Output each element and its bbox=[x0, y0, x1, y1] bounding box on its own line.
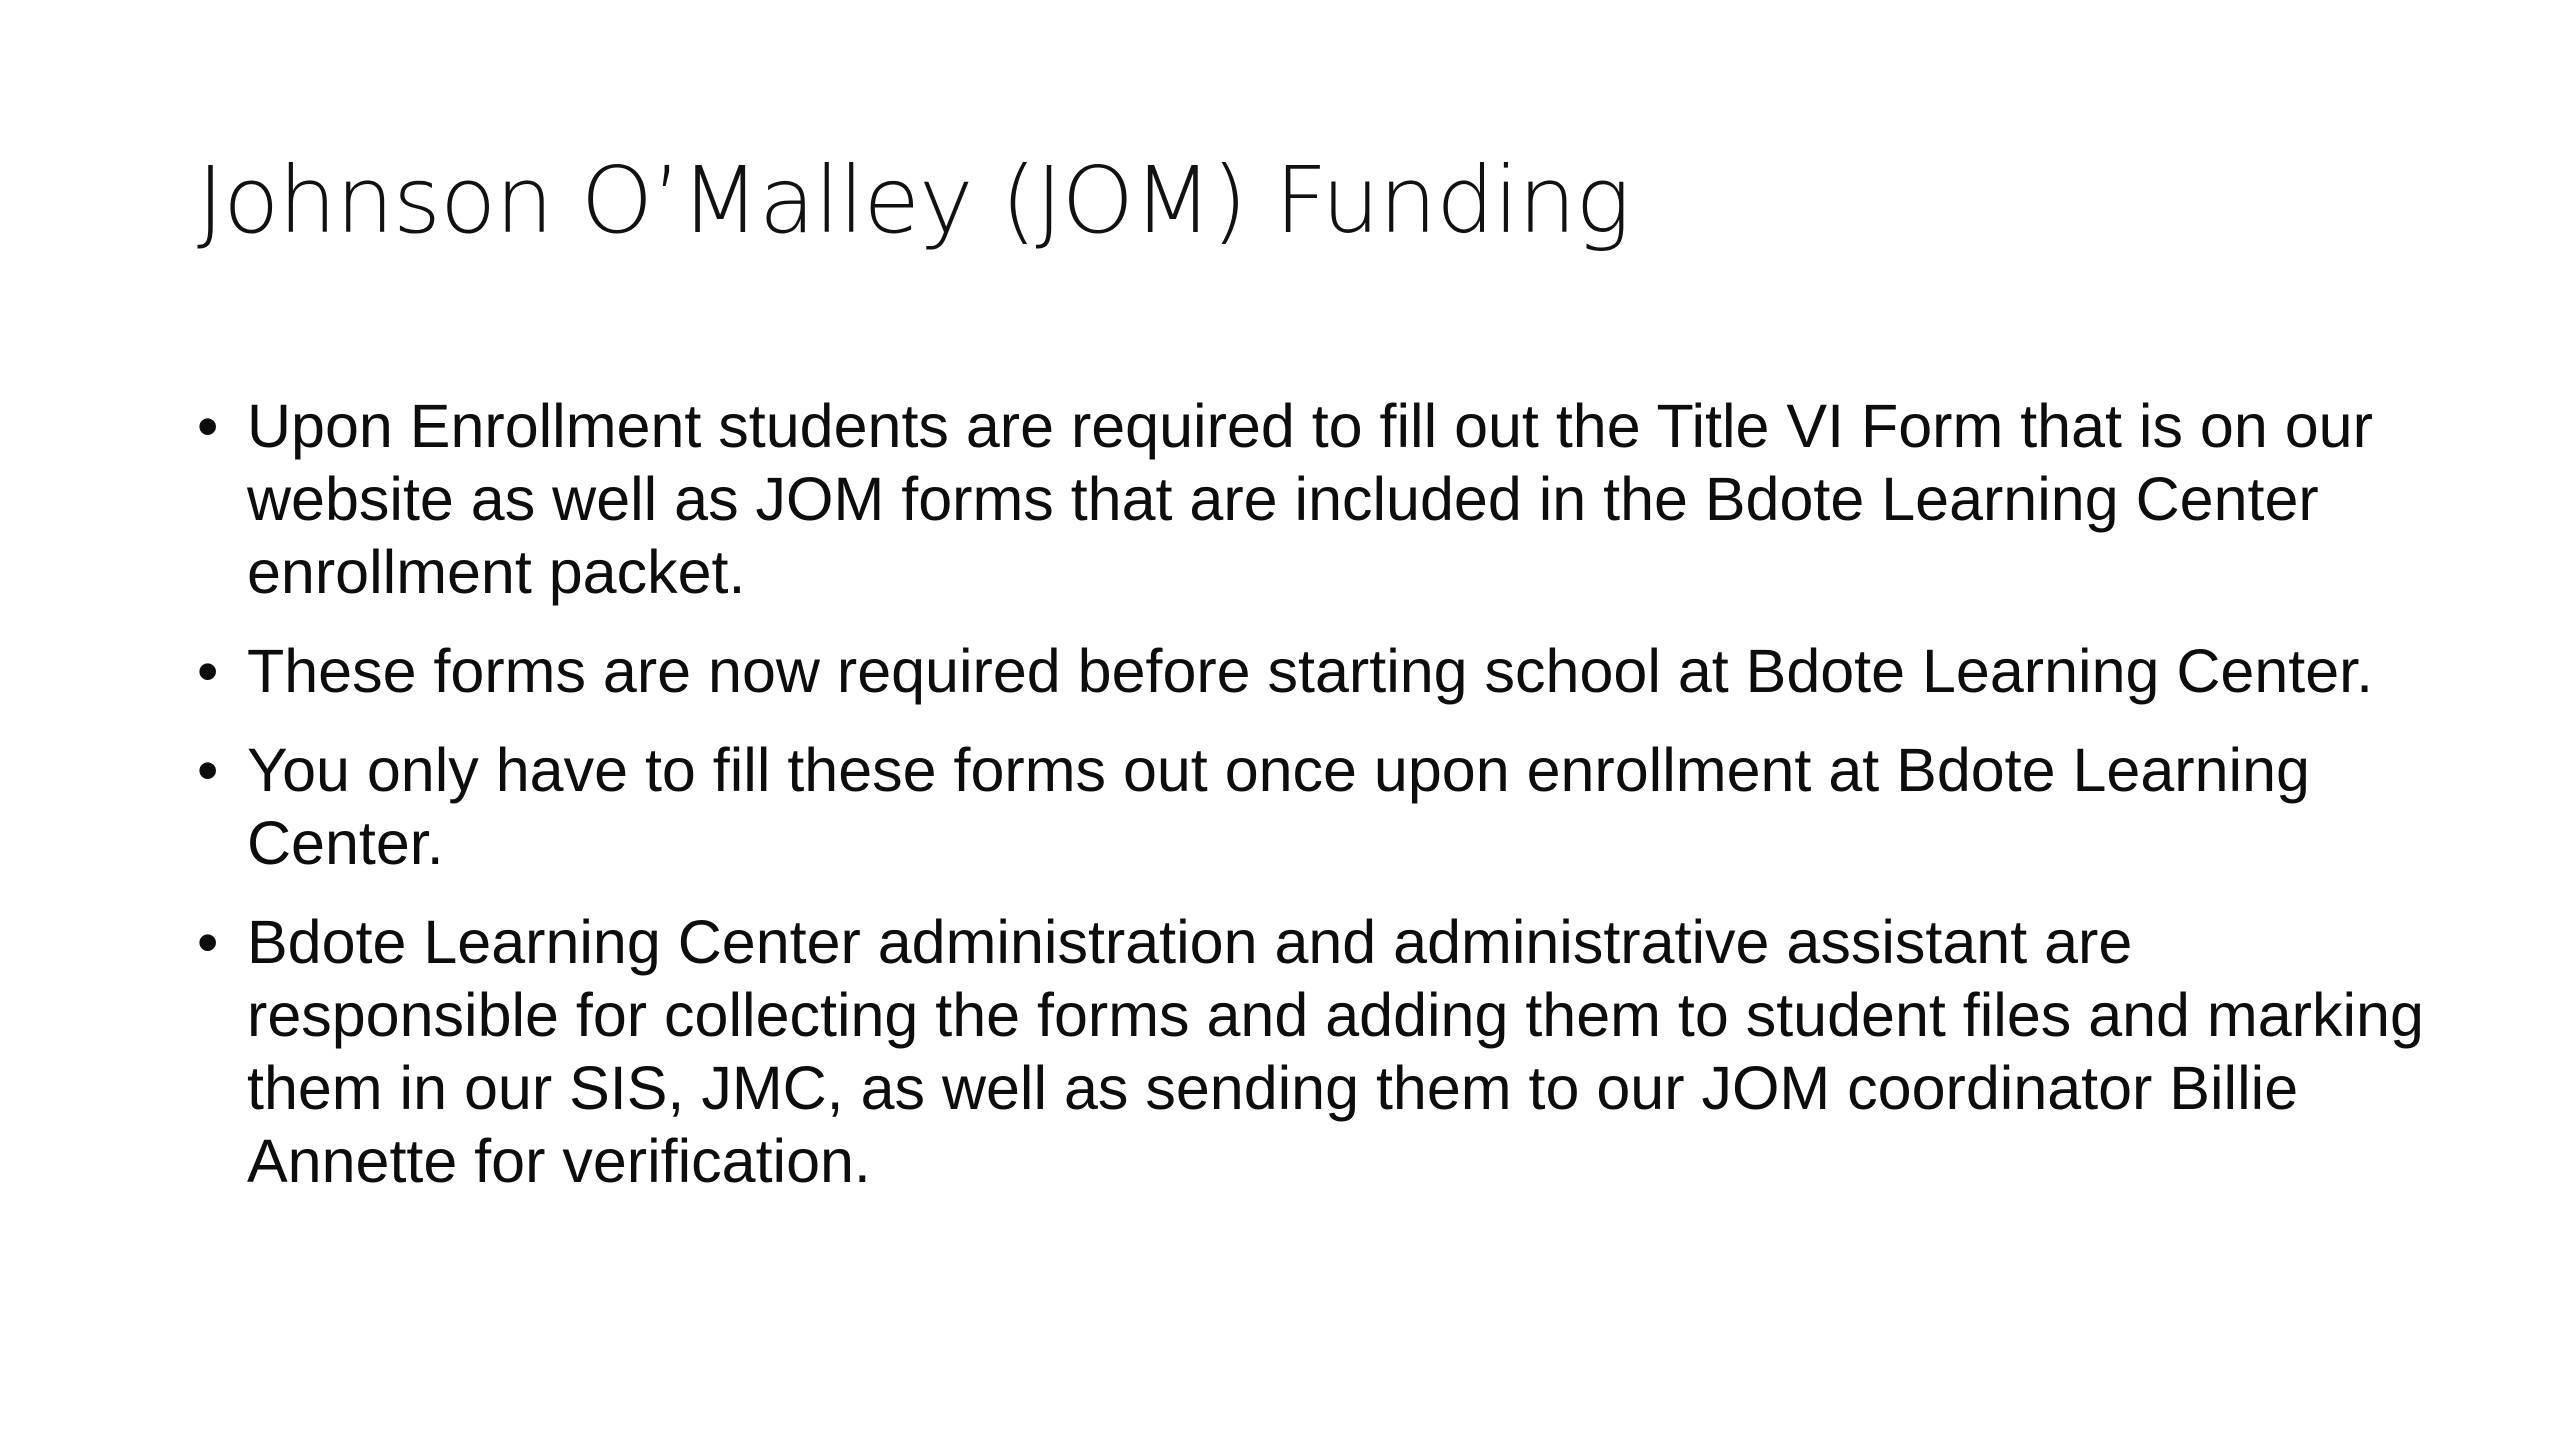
bullet-item-fill-once bbox=[197, 734, 2437, 880]
bullet-item-forms-required bbox=[197, 635, 2437, 708]
bullet-text: These forms are now required before starting school at Bdote Learning Center. bbox=[247, 637, 2374, 705]
bullet-item-administration bbox=[197, 906, 2437, 1198]
slide-title: Johnson O’Malley (JOM) Funding bbox=[197, 147, 1630, 254]
bullet-text: Bdote Learning Center administration and administrative assistant are responsible for collecting the forms and adding them to student files and marking them in our SIS, JMC, as well as sending them to our JOM coordinator Billie Annette for verification. bbox=[247, 908, 2424, 1195]
bullet-text: You only have to fill these forms out once upon enrollment at Bdote Learning Center. bbox=[247, 736, 2310, 877]
bullet-icon: • bbox=[197, 736, 219, 804]
bullet-text: Upon Enrollment students are required to fill out the Title VI Form that is on our website as well as JOM forms that are included in the Bdote Learning Center enrollment packet. bbox=[247, 392, 2373, 606]
bullet-icon: • bbox=[197, 908, 219, 976]
bullet-icon: • bbox=[197, 392, 219, 460]
bullet-item-enrollment-forms bbox=[197, 390, 2437, 609]
bullet-icon: • bbox=[197, 637, 219, 705]
bullet-list bbox=[197, 390, 2437, 1224]
